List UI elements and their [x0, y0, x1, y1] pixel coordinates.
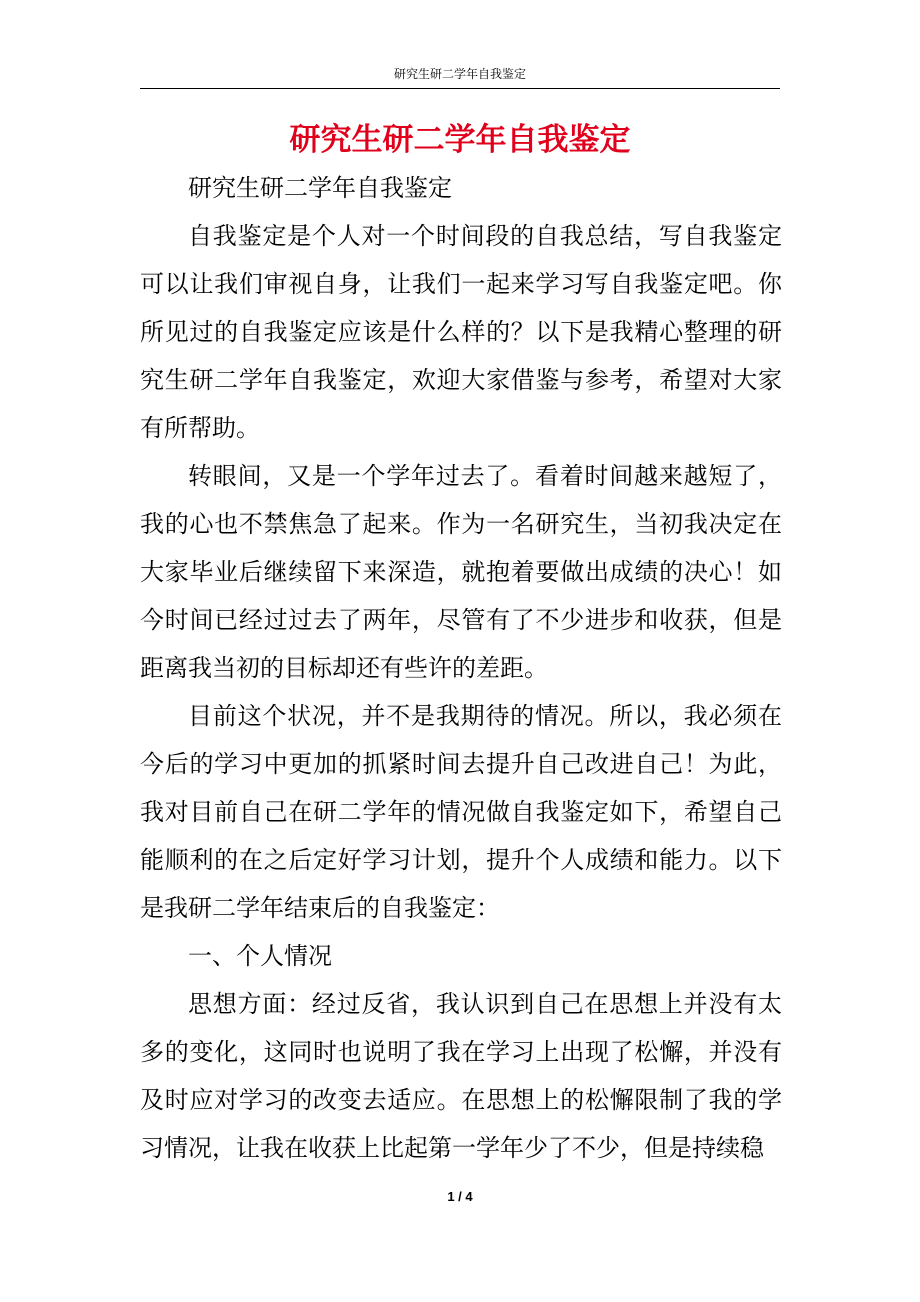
running-header: 研究生研二学年自我鉴定 [393, 67, 526, 81]
page-number: 1 / 4 [447, 1189, 473, 1204]
header-divider [140, 88, 780, 89]
subtitle-paragraph: 研究生研二学年自我鉴定 [188, 174, 452, 202]
document-body [140, 164, 782, 1172]
body-paragraph: 目前这个状况，并不是我期待的情况。所以，我必须在今后的学习中更加的抓紧时间去提升自己改进自己！为此，我对目前自己在研二学年的情况做自我鉴定如下，希望自己能顺利的在之后定好学习计划，提升个人成绩和能力。以下是我研二学年结束后的自我鉴定： [140, 702, 782, 922]
section-heading: 一、个人情况 [188, 942, 332, 970]
intro-paragraph: 自我鉴定是个人对一个时间段的自我总结，写自我鉴定可以让我们审视自身，让我们一起来学习写自我鉴定吧。你所见过的自我鉴定应该是什么样的？以下是我精心整理的研究生研二学年自我鉴定，欢迎大家借鉴与参考，希望对大家有所帮助。 [140, 222, 782, 442]
body-paragraph: 思想方面：经过反省，我认识到自己在思想上并没有太多的变化，这同时也说明了我在学习上出现了松懈，并没有及时应对学习的改变去适应。在思想上的松懈限制了我的学习情况，让我在收获上比起第一学年少了不少，但是持续稳 [140, 990, 782, 1162]
document-title: 研究生研二学年自我鉴定 [289, 122, 631, 158]
body-paragraph: 转眼间，又是一个学年过去了。看着时间越来越短了，我的心也不禁焦急了起来。作为一名研究生，当初我决定在大家毕业后继续留下来深造，就抱着要做出成绩的决心！如今时间已经过过去了两年，尽管有了不少进步和收获，但是距离我当初的目标却还有些许的差距。 [140, 462, 782, 682]
